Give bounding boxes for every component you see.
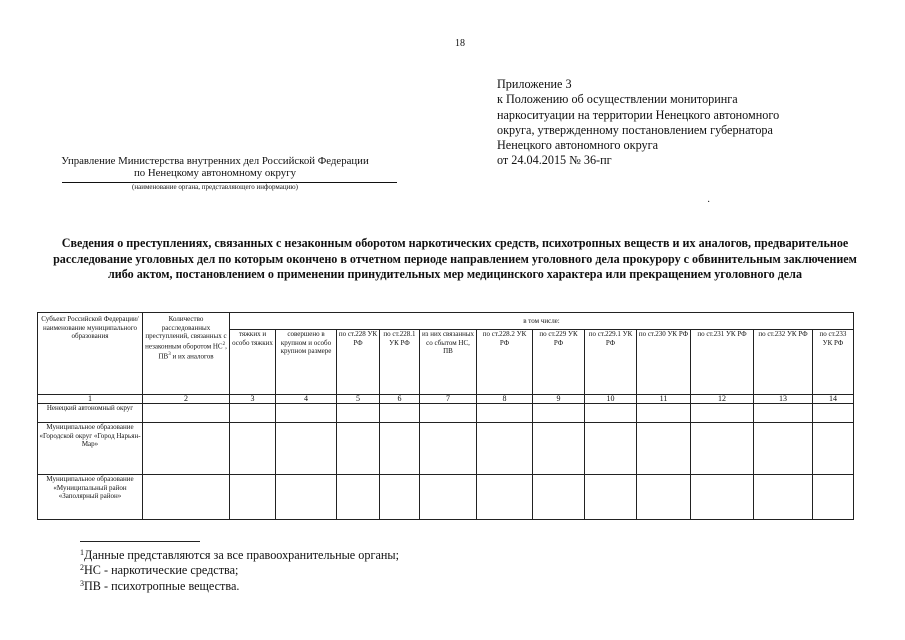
column-number: 5 [337, 395, 380, 404]
appendix-line: к Положению об осуществлении мониторинга [497, 92, 738, 107]
page-number: 18 [455, 38, 465, 49]
data-cell [533, 475, 585, 520]
table-row [38, 475, 854, 520]
appendix-line: округа, утвержденному постановлением губернатора [497, 122, 773, 137]
data-cell [813, 404, 854, 423]
column-number: 11 [637, 395, 691, 404]
column-number: 9 [533, 395, 585, 404]
table-row [38, 423, 854, 475]
stray-mark: · [707, 197, 711, 208]
column-number: 1 [38, 395, 143, 404]
header-art-230: по ст.230 УК РФ [637, 330, 691, 395]
data-cell [585, 423, 637, 475]
data-cell [276, 423, 337, 475]
data-cell [420, 423, 477, 475]
data-cell [691, 404, 754, 423]
column-number: 12 [691, 395, 754, 404]
data-cell [380, 423, 420, 475]
organization-name-line2: по Ненецкому автономному округу [133, 167, 297, 180]
column-number: 8 [477, 395, 533, 404]
data-cell [533, 404, 585, 423]
header-art-228: по ст.228 УК РФ [337, 330, 380, 395]
column-number: 10 [585, 395, 637, 404]
table-row [38, 404, 854, 423]
footnote: $^3$ПВ - психотропные вещества. [80, 578, 240, 593]
data-cell [230, 404, 276, 423]
data-cell [477, 404, 533, 423]
column-number: 7 [420, 395, 477, 404]
data-cell [691, 475, 754, 520]
data-cell [143, 423, 230, 475]
footnote: $^1$Данные представляются за все правоохранительные органы; [80, 548, 399, 562]
statistics-table [37, 312, 854, 520]
header-art-233: по ст.233 УК РФ [813, 330, 854, 395]
data-cell [813, 423, 854, 475]
data-cell [754, 404, 813, 423]
organization-caption: (наименование органа, представляющего информацию) [132, 182, 298, 191]
data-cell [691, 423, 754, 475]
row-label: Ненецкий автономный округ [38, 404, 143, 423]
data-cell [637, 404, 691, 423]
data-cell [276, 404, 337, 423]
header-art-228-1: по ст.228.1 УК РФ [380, 330, 420, 395]
footnote-separator [80, 541, 200, 542]
header-art-228-2: по ст.228.2 УК РФ [477, 330, 533, 395]
data-cell [276, 475, 337, 520]
data-cell [637, 475, 691, 520]
data-cell [585, 404, 637, 423]
organization-underline [62, 182, 397, 183]
document-title: Сведения о преступлениях, связанных с незаконным оборотом наркотических средств, психотропных веществ и их аналогов, предварительное расследование уголовных дел по которым окончено в отчетном периоде направлением уголовного дела прокурору с обвинительным заключением либо актом, постановлением о применении принудительных мер медицинского характера или прекращением уголовного дела [53, 236, 857, 282]
data-cell [533, 423, 585, 475]
column-number: 14 [813, 395, 854, 404]
header-large-scale: совершено в крупном и особо крупном размере [276, 330, 337, 395]
data-cell [585, 475, 637, 520]
data-cell [337, 475, 380, 520]
appendix-block [497, 77, 877, 169]
data-cell [380, 404, 420, 423]
organization-name-line1: Управление Министерства внутренних дел Российской Федерации [61, 155, 369, 167]
column-number: 6 [380, 395, 420, 404]
appendix-line: от 24.04.2015 № 36-пг [497, 153, 612, 168]
header-art-231: по ст.231 УК РФ [691, 330, 754, 395]
data-cell [380, 475, 420, 520]
data-cell [420, 475, 477, 520]
footnotes [80, 548, 399, 594]
footnote-mark: 3 [80, 578, 84, 588]
header-including: в том числе: [230, 313, 854, 330]
header-grave-crimes: тяжких и особо тяжких [230, 330, 276, 395]
header-art-229: по ст.229 УК РФ [533, 330, 585, 395]
data-cell [420, 404, 477, 423]
header-total-count: Количество расследованных преступлений, связанных с незаконным оборотом $НС^2$, $ПВ^3$ и их аналогов [143, 313, 230, 395]
organization-block [55, 155, 375, 192]
row-label: Муниципальное образование «Городской округ «Город Нарьян-Мар» [38, 423, 143, 475]
header-subject: Субъект Российской Федерации/ наименование муниципального образования [38, 313, 143, 395]
row-label: Муниципальное образование «Муниципальный район «Заполярный район» [38, 475, 143, 520]
footnote-mark: 2 [80, 563, 84, 573]
data-cell [637, 423, 691, 475]
data-cell [337, 423, 380, 475]
data-cell [754, 423, 813, 475]
footnote-mark: 1 [80, 548, 84, 557]
appendix-line: Ненецкого автономного округа [497, 138, 659, 153]
data-cell [477, 423, 533, 475]
column-number: 13 [754, 395, 813, 404]
data-cell [230, 475, 276, 520]
header-sale-related: из них связанных со сбытом НС, ПВ [420, 330, 477, 395]
data-cell [477, 475, 533, 520]
appendix-line: Приложение 3 [497, 77, 572, 91]
data-cell [754, 475, 813, 520]
column-number: 4 [276, 395, 337, 404]
data-cell [230, 423, 276, 475]
appendix-line: наркоситуации на территории Ненецкого автономного [497, 107, 780, 122]
data-cell [143, 475, 230, 520]
header-art-229-1: по ст.229.1 УК РФ [585, 330, 637, 395]
data-cell [143, 404, 230, 423]
footnote: $^2$НС - наркотические средства; [80, 563, 239, 578]
data-cell [813, 475, 854, 520]
column-number: 2 [143, 395, 230, 404]
data-cell [337, 404, 380, 423]
column-number: 3 [230, 395, 276, 404]
header-art-232: по ст.232 УК РФ [754, 330, 813, 395]
